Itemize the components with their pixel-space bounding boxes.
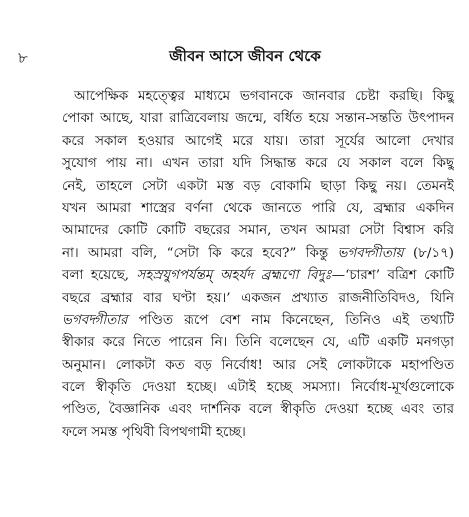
text-segment: পোকা আছে, যারা রাত্রিবেলায় জন্মে, বর্ধিত হয়ে সন্তান-সন্ততি উৎপাদন [62,111,454,127]
text-line [62,86,454,108]
text-segment: অনুমান। লোকটা কত বড় নির্বোধ! আর সেই লোকটাকে মহাপণ্ডিত [62,357,454,373]
text-line [62,355,454,377]
italic-citation: ভগবদ্গীতার [62,312,128,328]
text-segment: পণ্ডিত রূপে বেশ নাম কিনেছেন, তিনিও এই তথ্যটি [127,312,454,328]
text-line [62,399,454,421]
text-line [62,220,454,242]
text-segment: স্বীকার করে নিতে পারেন নি। তিনি বলেছেন যে, এটি একটি মনগড়া [62,335,454,351]
text-line [62,310,454,332]
text-line [62,153,454,175]
text-segment: নেই, তাহলে সেটা একটা মস্ত বড় বোকামি ছাড়া কিছু নয়। তেমনই [62,178,454,194]
text-segment: না। আমরা বলি, “সেটা কি করে হবে?” কিন্তু [62,245,338,261]
italic-citation: ভগবদ্গীতায় [337,245,404,261]
text-segment: সুযোগ পায় না। এখন তারা যদি সিদ্ধান্ত করে যে সকাল বলে কিছু [62,156,454,172]
text-line [62,198,454,220]
text-line [62,265,454,287]
text-line [62,288,454,310]
text-segment: আমাদের কোটি কোটি বছরের সমান, তখন আমরা সেটা বিশ্বাস করি [62,223,454,239]
text-line [62,108,454,130]
page-number: ৮ [18,49,28,67]
text-segment: বলা হয়েছে, [62,268,137,284]
text-line [62,243,454,265]
text-segment: ফলে সমস্ত পৃথিবী বিপথগামী হচ্ছে। [62,424,246,440]
text-segment: আপেক্ষিক মহত্ত্বের মাধ্যমে ভগবানকে জানবার চেষ্টা করছি। কিছু [74,89,454,104]
italic-citation: সহস্রযুগপর্যন্তম্ অহর্যদ ব্রহ্মণো বিদুঃ [136,268,332,284]
text-line [62,131,454,153]
text-line [62,422,454,444]
text-segment: (৮/১৭) [403,245,454,261]
text-line [62,332,454,354]
text-segment: করে সকাল হওয়ার আগেই মরে যায়। তারা সূর্যের আলো দেখার [62,133,454,149]
body-paragraph [62,86,454,444]
text-segment: যখন আমরা শাস্ত্রের বর্ণনা থেকে জানতে পারি যে, ব্রহ্মার একদিন [62,200,454,216]
text-segment: বলে স্বীকৃতি দেওয়া হচ্ছে। এটাই হচ্ছে সমস্যা। নির্বোধ-মূর্খগুলোকে [62,380,454,396]
text-segment: বছরে ব্রহ্মার বার ঘণ্টা হয়।’ একজন প্রখ্যাত রাজনীতিবিদও, যিনি [62,290,454,306]
text-segment: —‘চারশ’ বত্রিশ কোটি [331,268,454,284]
text-line [62,176,454,198]
text-line [62,377,454,399]
running-head: জীবন আসে জীবন থেকে [169,47,321,65]
text-segment: পণ্ডিত, বৈজ্ঞানিক এবং দার্শনিক বলে স্বীকৃতি দেওয়া হচ্ছে এবং তার [62,402,454,418]
